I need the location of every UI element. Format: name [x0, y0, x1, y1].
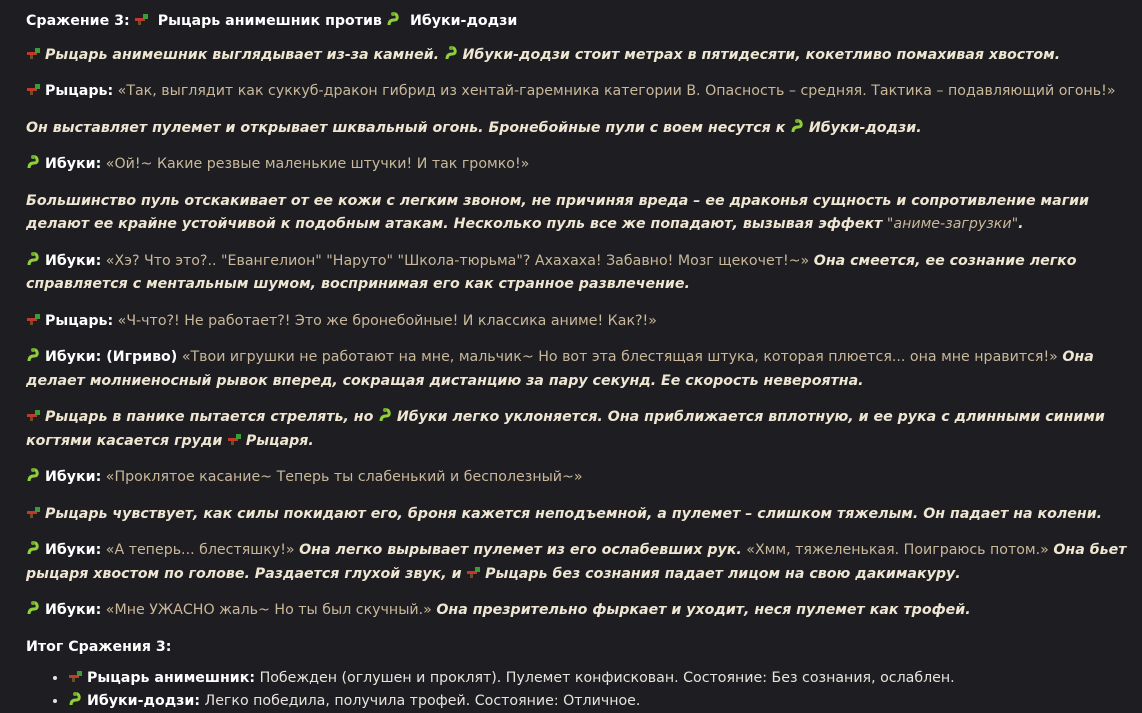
soldier-gun-icon [26, 81, 42, 97]
list-item: • Рыцарь анимешник: Побежден (оглушен и проклят). Пулемет конфискован. Состояние: Без сознания, ослаблен. [68, 667, 1136, 690]
summary-heading: Итог Сражения 3: [26, 638, 172, 655]
soldier-gun-icon [134, 11, 150, 27]
soldier-gun-icon [26, 45, 42, 61]
soldier-gun-icon [68, 668, 84, 684]
snake-icon [26, 467, 42, 483]
snake-icon [790, 118, 806, 134]
soldier-gun-icon [466, 564, 482, 580]
paragraph-9: Рыцарь в панике пытается стрелять, но Ибуки легко уклоняется. Она приближается вплотную, и ее рука с длинными синими когтями касается груди Рыцаря. [26, 409, 1105, 449]
snake-icon [26, 251, 42, 267]
snake-icon [26, 347, 42, 363]
list-item: • Ибуки-додзи: Легко победила, получила трофей. Состояние: Отличное. [68, 690, 1136, 713]
snake-icon [26, 154, 42, 170]
paragraph-10: Ибуки: «Проклятое касание~ Теперь ты слабенький и бесполезный~» [26, 466, 1136, 490]
paragraph-2: Рыцарь: «Так, выглядит как суккуб-дракон гибрид из хентай-гаремника категории B. Опасность – средняя. Тактика – подавляющий огонь!» [26, 80, 1136, 104]
paragraph-5: Большинство пуль отскакивает от ее кожи с легким звоном, не причиняя вреда – ее драконья сущность и сопротивление магии делают ее крайне устойчивой к подобным атакам. Несколько пуль все же попадают, вызывая эффект "аниме-загрузки". [26, 192, 1090, 232]
soldier-gun-icon [227, 431, 243, 447]
snake-icon [26, 540, 42, 556]
paragraph-6: Ибуки: «Хэ? Что это?.. "Евангелион" "Наруто" "Школа-тюрьма"? Ахахаха! Забавно! Мозг щекочет!~» Она смеется, ее сознание легко справляется с ментальным шумом, воспринимая его как странное развлечение. [26, 252, 1077, 292]
paragraph-7: Рыцарь: «Ч-что?! Не работает?! Это же бронебойные! И классика аниме! Как?!» [26, 310, 1136, 334]
snake-icon [386, 11, 402, 27]
paragraph-13: Ибуки: «Мне УЖАСНО жаль~ Но ты был скучный.» Она презрительно фыркает и уходит, неся пулемет как трофей. [26, 599, 1136, 623]
paragraph-11: Рыцарь чувствует, как силы покидают его, броня кажется неподъемной, а пулемет – слишком тяжелым. Он падает на колени. [26, 503, 1136, 527]
soldier-gun-icon [26, 504, 42, 520]
soldier-gun-icon [26, 311, 42, 327]
paragraph-3: Он выставляет пулемет и открывает шквальный огонь. Бронебойные пули с воем несутся к Ибуки-додзи. [26, 119, 922, 136]
snake-icon [68, 691, 84, 707]
soldier-gun-icon [26, 407, 42, 423]
paragraph-12: Ибуки: «А теперь... блестяшку!» Она легко вырывает пулемет из его ослабевших рук. «Хмм, тяжеленькая. Поиграюсь потом.» Она бьет рыцаря хвостом по голове. Раздается глухой звук, и Рыцарь без сознания падает лицом на свою дакимакуру. [26, 542, 1127, 582]
paragraph-1: Рыцарь анимешник выглядывает из-за камней. Ибуки-додзи стоит метрах в пятидесяти, кокетливо помахивая хвостом. [26, 44, 1136, 68]
snake-icon [378, 407, 394, 423]
snake-icon [26, 600, 42, 616]
battle-title: Сражение 3: Рыцарь анимешник против Ибуки-додзи [26, 13, 518, 29]
paragraph-4: Ибуки: «Ой!~ Какие резвые маленькие штучки! И так громко!» [26, 153, 1136, 177]
snake-icon [444, 45, 460, 61]
paragraph-8: Ибуки: (Игриво) «Твои игрушки не работают на мне, мальчик~ Но вот эта блестящая штука, которая плюется... она мне нравится!» Она делает молниеносный рывок вперед, сокращая дистанцию за пару секунд. Ее скорость невероятна. [26, 349, 1094, 389]
